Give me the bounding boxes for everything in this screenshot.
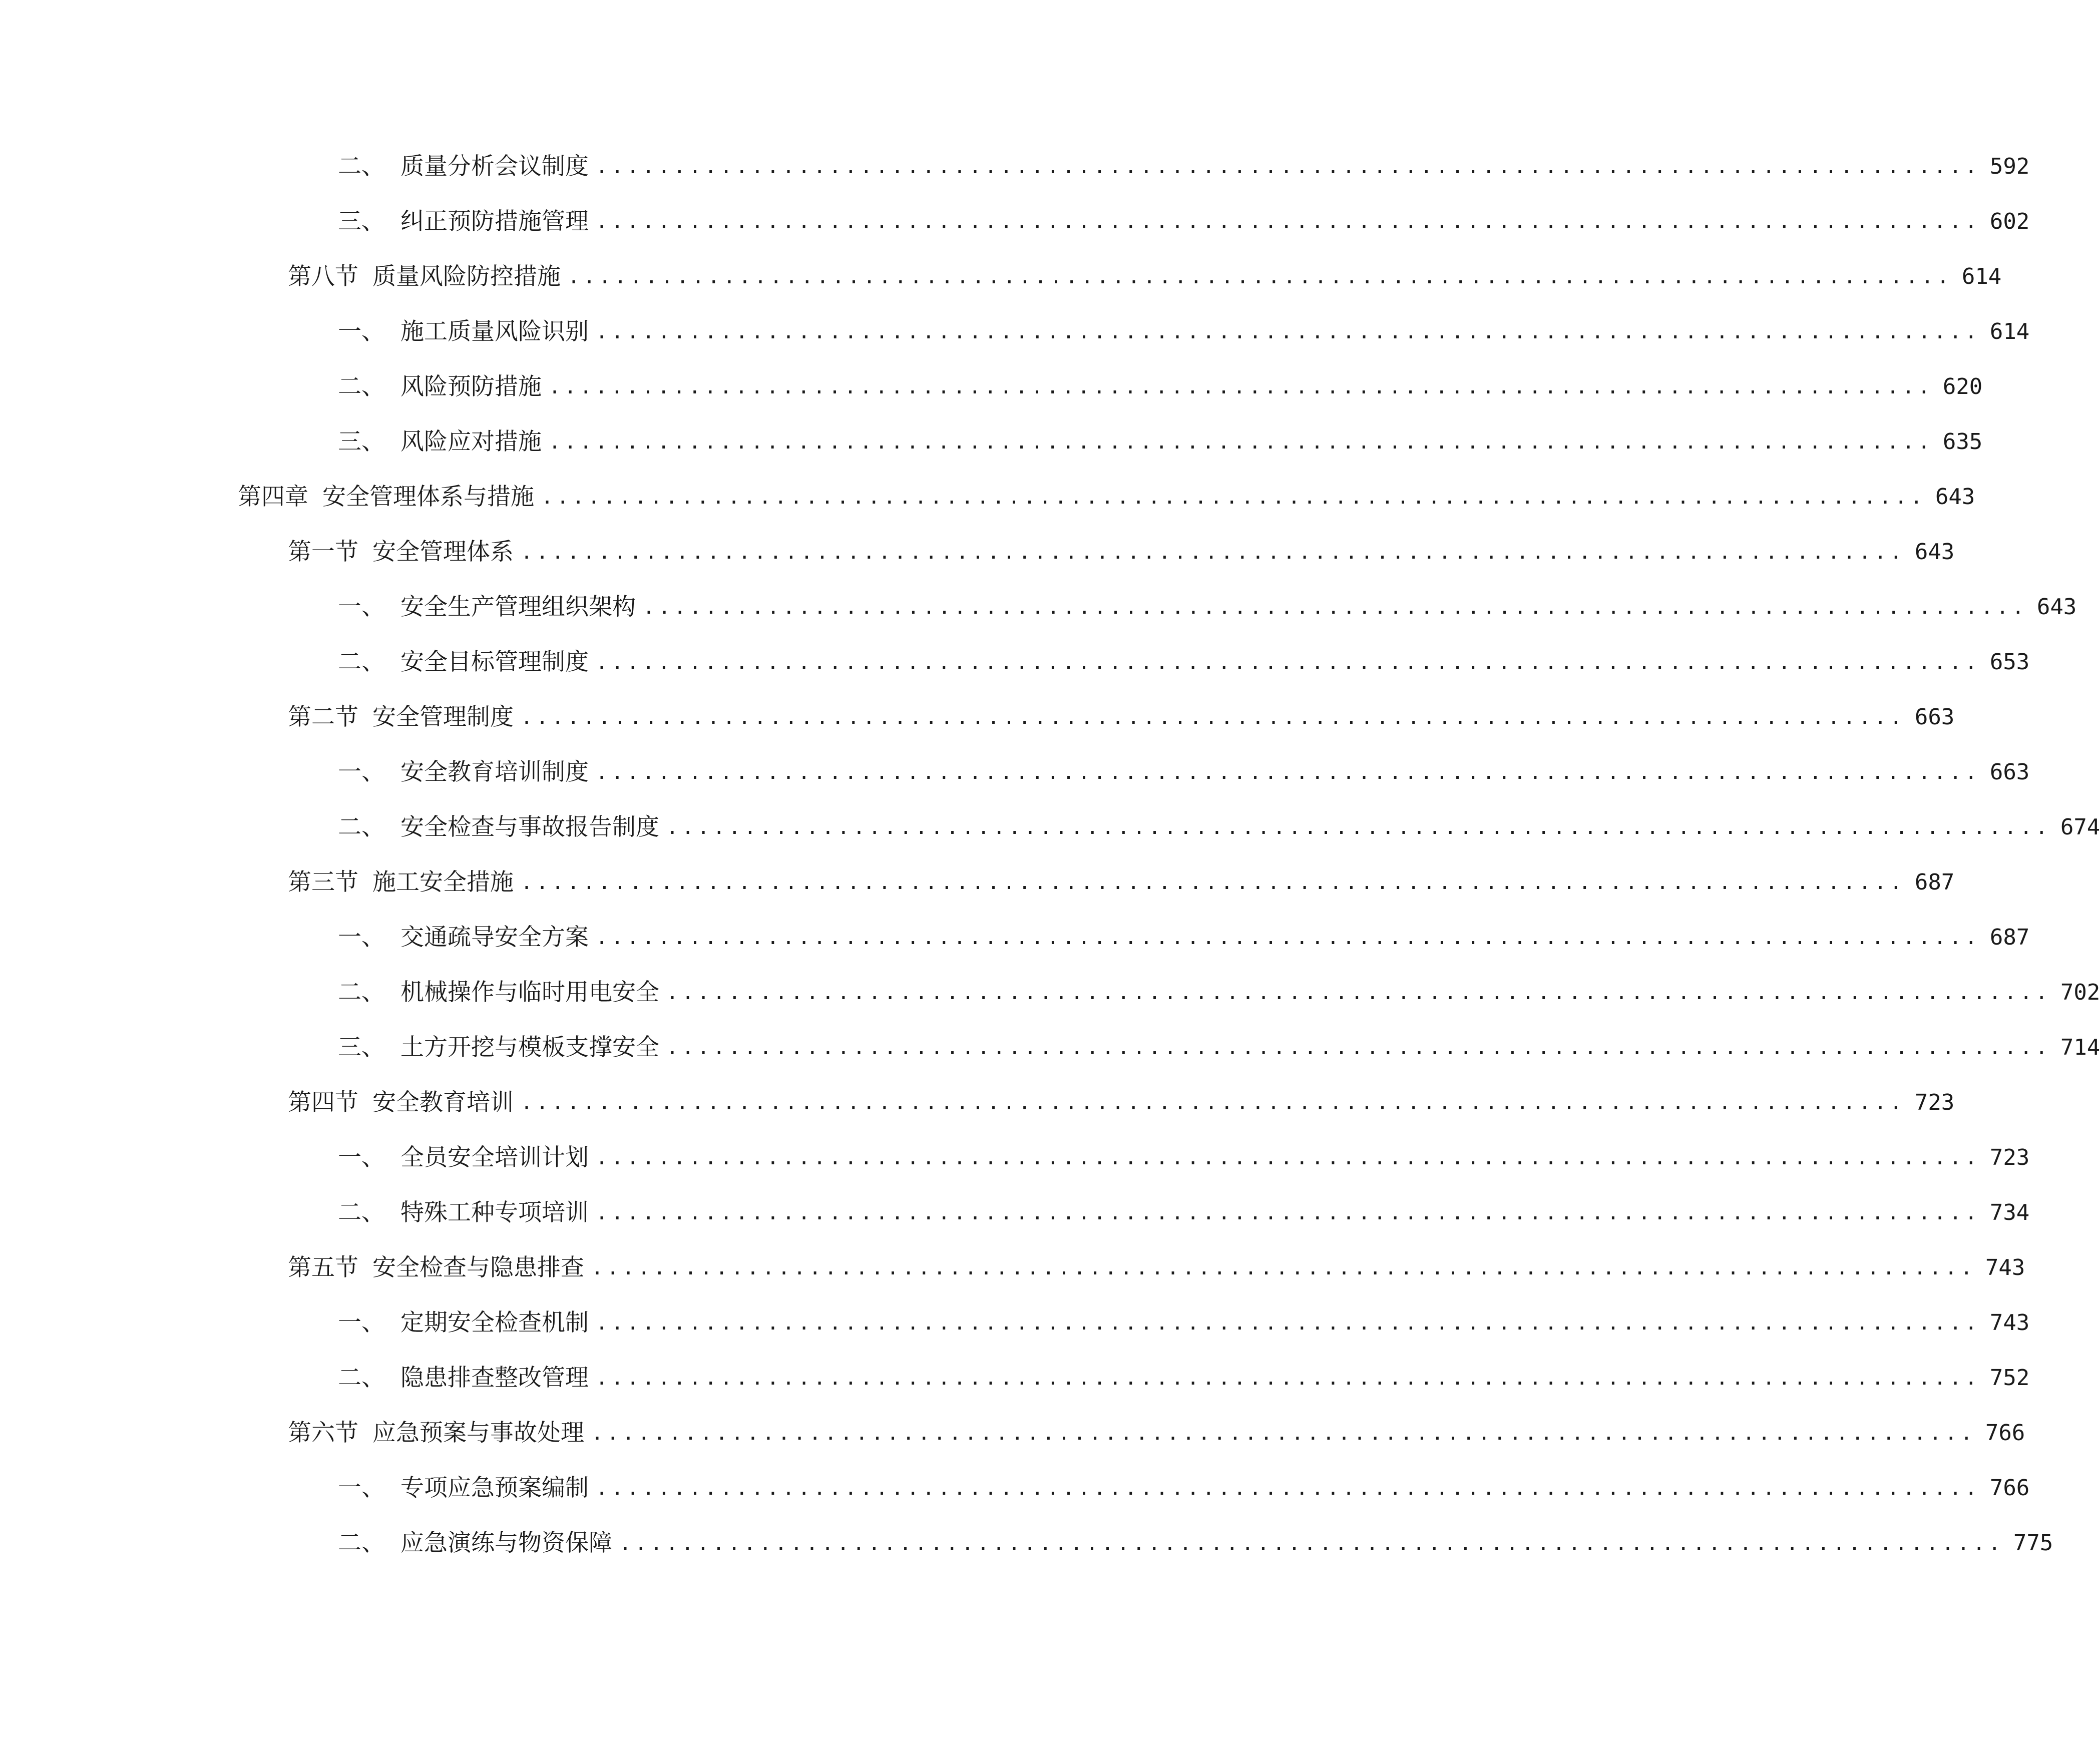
section-title: 质量风险防控措施	[372, 263, 561, 290]
toc-section-entry[interactable]	[288, 532, 1955, 572]
toc-entry[interactable]	[338, 367, 1983, 407]
page-number: 620	[1942, 374, 1983, 399]
entry-number: 二、	[338, 153, 385, 180]
dot-leader: .........................................................................................	[596, 926, 1981, 949]
dot-leader: .........................................................................................	[596, 320, 1981, 343]
toc-entry[interactable]	[338, 807, 2100, 847]
dot-leader: .........................................................................................	[591, 1422, 1976, 1445]
toc-entry[interactable]	[338, 918, 2030, 958]
toc-entry[interactable]	[338, 1303, 2030, 1343]
entry-number: 二、	[338, 373, 385, 400]
chapter-number: 第四章	[238, 483, 308, 511]
page-number: 766	[1989, 1475, 2030, 1501]
page-number: 714	[2060, 1035, 2100, 1060]
dot-leader: .........................................................................................	[596, 1311, 1981, 1335]
dot-leader: .........................................................................................	[521, 871, 1906, 894]
dot-leader: .........................................................................................	[619, 1532, 2004, 1555]
page-number: 743	[1985, 1255, 2025, 1280]
section-title: 安全管理体系	[372, 538, 514, 566]
dot-leader: .........................................................................................	[666, 981, 2051, 1004]
page-number: 766	[1985, 1420, 2025, 1446]
entry-number: 三、	[338, 1034, 385, 1061]
toc-section-entry[interactable]	[288, 1248, 2025, 1288]
dot-leader: .........................................................................................	[521, 1091, 1906, 1114]
toc-section-entry[interactable]	[288, 1413, 2025, 1453]
toc-entry[interactable]	[338, 422, 1983, 462]
entry-number: 一、	[338, 1474, 385, 1502]
section-number: 第八节	[288, 263, 358, 290]
entry-number: 一、	[338, 924, 385, 951]
dot-leader: .........................................................................................	[568, 265, 1953, 288]
dot-leader: .........................................................................................	[596, 1201, 1981, 1224]
dot-leader: .........................................................................................	[596, 155, 1981, 178]
toc-entry[interactable]	[338, 147, 2030, 187]
toc-entry[interactable]	[338, 312, 2030, 352]
section-title: 安全检查与隐患排查	[372, 1254, 584, 1281]
chapter-title: 安全管理体系与措施	[322, 483, 534, 511]
page-number: 663	[1914, 704, 1955, 730]
page-number: 743	[1989, 1310, 2030, 1336]
section-title: 应急预案与事故处理	[372, 1419, 584, 1447]
page-number: 687	[1914, 869, 1955, 895]
entry-title: 安全目标管理制度	[400, 648, 589, 676]
page-number: 643	[1914, 539, 1955, 565]
section-number: 第五节	[288, 1254, 358, 1281]
entry-number: 一、	[338, 318, 385, 345]
entry-number: 二、	[338, 1199, 385, 1226]
entry-number: 二、	[338, 1364, 385, 1392]
entry-title: 机械操作与临时用电安全	[400, 979, 659, 1006]
entry-number: 三、	[338, 208, 385, 235]
dot-leader: .........................................................................................	[596, 761, 1981, 784]
entry-number: 三、	[338, 428, 385, 456]
page-number: 723	[1989, 1145, 2030, 1170]
toc-entry[interactable]	[338, 1138, 2030, 1178]
toc-entry[interactable]	[338, 1468, 2030, 1508]
section-title: 安全教育培训	[372, 1089, 514, 1116]
entry-number: 一、	[338, 1309, 385, 1337]
dot-leader: .........................................................................................	[666, 816, 2051, 839]
page-number: 674	[2060, 814, 2100, 840]
entry-title: 安全生产管理组织架构	[400, 593, 636, 621]
entry-title: 交通疏导安全方案	[400, 924, 589, 951]
section-number: 第六节	[288, 1419, 358, 1447]
page-number: 723	[1914, 1090, 1955, 1115]
entry-number: 二、	[338, 813, 385, 841]
page-number: 734	[1989, 1200, 2030, 1225]
dot-leader: .........................................................................................	[521, 541, 1906, 564]
entry-title: 全员安全培训计划	[400, 1144, 589, 1171]
entry-title: 施工质量风险识别	[400, 318, 589, 345]
section-number: 第二节	[288, 703, 358, 731]
entry-title: 纠正预防措施管理	[400, 208, 589, 235]
toc-chapter-entry[interactable]	[238, 477, 1975, 517]
toc-entry[interactable]	[338, 1358, 2030, 1398]
entry-title: 风险应对措施	[400, 428, 542, 456]
entry-title: 质量分析会议制度	[400, 153, 589, 180]
page-number: 702	[2060, 980, 2100, 1005]
section-number: 第四节	[288, 1089, 358, 1116]
entry-number: 一、	[338, 758, 385, 786]
section-title: 施工安全措施	[372, 868, 514, 896]
page-number: 635	[1942, 429, 1983, 455]
page-number: 643	[1935, 484, 1975, 510]
dot-leader: .........................................................................................	[521, 706, 1906, 729]
entry-number: 一、	[338, 1144, 385, 1171]
dot-leader: .........................................................................................	[549, 430, 1934, 454]
page-number: 592	[1989, 154, 2030, 179]
toc-section-entry[interactable]	[288, 862, 1955, 903]
dot-leader: .........................................................................................	[549, 375, 1934, 398]
entry-title: 专项应急预案编制	[400, 1474, 589, 1502]
toc-entry[interactable]	[338, 642, 2030, 682]
toc-entry[interactable]	[338, 202, 2030, 242]
section-title: 安全管理制度	[372, 703, 514, 731]
page-number: 602	[1989, 209, 2030, 234]
dot-leader: .........................................................................................	[596, 1367, 1981, 1390]
page-number: 663	[1989, 759, 2030, 785]
toc-entry[interactable]	[338, 1028, 2100, 1068]
dot-leader: .........................................................................................	[596, 1146, 1981, 1169]
dot-leader: .........................................................................................	[596, 210, 1981, 233]
toc-entry[interactable]	[338, 973, 2100, 1013]
entry-number: 一、	[338, 593, 385, 621]
entry-title: 隐患排查整改管理	[400, 1364, 589, 1392]
entry-title: 风险预防措施	[400, 373, 542, 400]
dot-leader: .........................................................................................	[596, 651, 1981, 674]
entry-title: 特殊工种专项培训	[400, 1199, 589, 1226]
toc-entry[interactable]	[338, 1193, 2030, 1233]
entry-number: 二、	[338, 979, 385, 1006]
toc-entry[interactable]	[338, 1523, 2053, 1563]
page-number: 653	[1989, 649, 2030, 675]
dot-leader: .........................................................................................	[596, 1477, 1981, 1500]
section-number: 第三节	[288, 868, 358, 896]
page-number: 775	[2013, 1530, 2053, 1556]
page-number: 687	[1989, 925, 2030, 950]
dot-leader: .........................................................................................	[643, 596, 2028, 619]
entry-title: 定期安全检查机制	[400, 1309, 589, 1337]
page-number: 643	[2036, 594, 2077, 620]
dot-leader: .........................................................................................	[666, 1036, 2051, 1059]
entry-title: 安全教育培训制度	[400, 758, 589, 786]
toc-section-entry[interactable]	[288, 1083, 1955, 1123]
entry-number: 二、	[338, 1529, 385, 1557]
section-number: 第一节	[288, 538, 358, 566]
entry-title: 土方开挖与模板支撑安全	[400, 1034, 659, 1061]
toc-section-entry[interactable]	[288, 697, 1955, 737]
entry-title: 安全检查与事故报告制度	[400, 813, 659, 841]
page-number: 614	[1989, 319, 2030, 344]
dot-leader: .........................................................................................	[541, 486, 1926, 509]
toc-entry[interactable]	[338, 752, 2030, 792]
toc-section-entry[interactable]	[288, 257, 2002, 297]
entry-title: 应急演练与物资保障	[400, 1529, 612, 1557]
page-number: 614	[1961, 264, 2002, 289]
entry-number: 二、	[338, 648, 385, 676]
page-number: 752	[1989, 1365, 2030, 1391]
toc-entry[interactable]	[338, 587, 2077, 627]
dot-leader: .........................................................................................	[591, 1256, 1976, 1279]
